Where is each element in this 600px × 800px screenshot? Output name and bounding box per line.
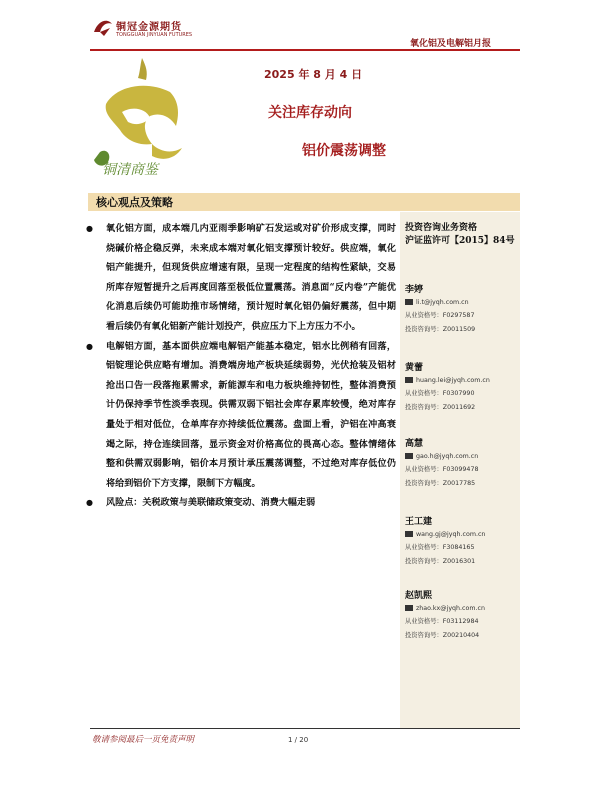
section-header	[88, 193, 520, 211]
report-type: 氧化铝及电解铝月报	[410, 39, 492, 49]
analyst-name: 高慧	[405, 439, 424, 449]
disclaimer-note: 敬请参阅最后一页免责声明	[92, 735, 195, 745]
helmet-illustration	[86, 56, 196, 182]
analyst-name: 黄蕾	[405, 363, 424, 373]
qualification-block	[405, 222, 520, 248]
bullet-dot-icon: ●	[86, 497, 93, 508]
company-name-en: TONGGUAN JINYUAN FUTURES	[116, 32, 193, 38]
mail-icon	[405, 531, 413, 537]
report-title-line2: 铝价震荡调整	[302, 143, 386, 159]
analyst-email[interactable]: gao.h@jyqh.com.cn	[416, 453, 479, 460]
analyst-card	[405, 438, 520, 490]
analyst-consult: 投资咨询号：Z0017785	[405, 479, 476, 487]
bullet-aluminum	[86, 337, 396, 494]
helmet-caption: 铜清商鉴	[102, 162, 158, 178]
mail-icon	[405, 377, 413, 383]
analyst-email[interactable]: huang.lei@jyqh.com.cn	[416, 377, 490, 384]
analyst-card	[405, 516, 520, 568]
bullet-risk	[86, 493, 396, 513]
company-name-cn: 铜冠金源期货	[116, 22, 182, 33]
analyst-consult: 投资咨询号：Z0016301	[405, 557, 476, 565]
report-date: 2025 年 8 月 4 日	[264, 68, 363, 81]
analyst-name: 王工建	[405, 517, 433, 527]
header-divider	[90, 49, 520, 51]
bullet-text: 电解铝方面，基本面供应端电解铝产能基本稳定，铝水比例稍有回落，铝锭理论供应略有增加。消费端房地产板块延续弱势，光伏抢装及铝材抢出口告一段落拖累需求，新能源车和电力板块维持韧性，整体消费预计仍保持季节性淡季表现。供需双弱下铝社会库存累库较慢，绝对库存量处于相对低位，仓单库存亦持续低位震荡。盘面上看，沪铝在冲高衰竭之际，持仓连续回落，显示资金对价格高位的畏高心态。整体情绪体整和供需双弱影响，铝价本月预计承压震荡调整，不过绝对库存低位仍将给到铝价下方支撑，限制下方幅度。	[106, 340, 396, 489]
bullet-text: 氧化铝方面，成本端几内亚雨季影响矿石发运或对矿价形成支撑，同时烧碱价格企稳反弹，未来成本端对氧化铝支撑预计较好。供应端，氧化铝产能提升，但现货供应增速有限，呈现一定程度的结构性紧缺，交易所库存短暂提升之后再度回落至极低位置震荡。消息面“反内卷”产能优化消息后续仍可能助推市场情绪，预计短时氧化铝仍偏好震荡，但中期看后续仍有氧化铝新产能计划投产，供应压力下上方压力不小。	[106, 223, 396, 332]
analyst-cert: 从业资格号：F03112984	[405, 618, 479, 626]
analyst-cert: 从业资格号：F0297587	[405, 312, 475, 320]
analyst-consult: 投资咨询号：Z0011509	[405, 325, 476, 333]
analyst-email[interactable]: zhao.kx@jyqh.com.cn	[416, 605, 485, 612]
qualification-label: 投资咨询业务资格	[405, 223, 478, 233]
analyst-cert: 从业资格号：F3084165	[405, 544, 475, 552]
license-number: 沪证监许可【2015】84号	[405, 236, 515, 246]
section-title: 核心观点及策略	[96, 196, 173, 209]
page-number: 1 / 20	[288, 736, 309, 744]
analyst-sidebar	[400, 212, 520, 728]
analyst-consult: 投资咨询号：Z00210404	[405, 631, 480, 639]
bullet-alumina	[86, 219, 396, 337]
analyst-email[interactable]: li.t@jyqh.com.cn	[416, 299, 469, 306]
analyst-name: 李婷	[405, 285, 424, 295]
analyst-cert: 从业资格号：F0307990	[405, 390, 475, 398]
bullet-dot-icon: ●	[86, 223, 93, 233]
analyst-card	[405, 590, 520, 642]
analyst-card	[405, 284, 520, 336]
bullet-dot-icon: ●	[86, 340, 93, 351]
main-content	[86, 219, 396, 513]
analyst-name: 赵凯熙	[405, 591, 433, 601]
analyst-email[interactable]: wang.gj@jyqh.com.cn	[416, 531, 486, 538]
footer-divider	[90, 728, 520, 729]
analyst-consult: 投资咨询号：Z0011692	[405, 403, 476, 411]
company-logo-icon	[90, 14, 116, 40]
analyst-card	[405, 362, 520, 414]
mail-icon	[405, 299, 413, 305]
mail-icon	[405, 453, 413, 459]
analyst-cert: 从业资格号：F03099478	[405, 466, 479, 474]
bullet-text: 风险点：关税政策与美联储政策变动、消费大幅走弱	[106, 497, 316, 509]
report-title-line1: 关注库存动向	[268, 105, 352, 121]
mail-icon	[405, 605, 413, 611]
